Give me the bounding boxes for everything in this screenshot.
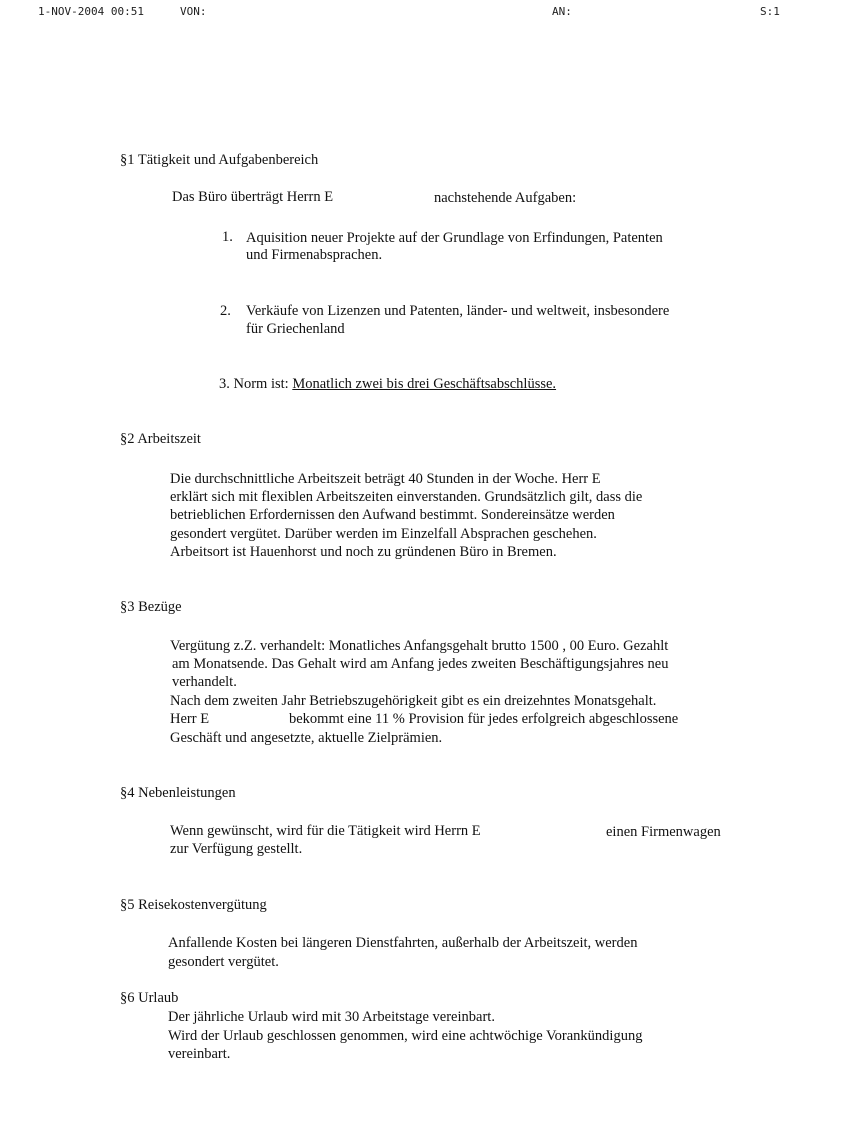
- fax-page-label: S:1: [760, 5, 780, 18]
- section-2-line: gesondert vergütet. Darüber werden im Einzelfall Absprachen geschehen.: [170, 526, 597, 542]
- section-2-heading: §2 Arbeitszeit: [120, 431, 201, 447]
- section-4-line-1-right: einen Firmenwagen: [606, 824, 721, 840]
- section-5-heading: §5 Reisekostenvergütung: [120, 897, 267, 913]
- section-3-line: am Monatsende. Das Gehalt wird am Anfang jedes zweiten Beschäftigungsjahres neu: [172, 656, 669, 672]
- section-3-line: Geschäft und angesetzte, aktuelle Zielprämien.: [170, 730, 443, 746]
- section-3-heading: §3 Bezüge: [120, 599, 182, 615]
- section-4-line-1-left: Wenn gewünscht, wird für die Tätigkeit wird Herrn E: [170, 823, 481, 839]
- section-2-line: Die durchschnittliche Arbeitszeit beträgt 40 Stunden in der Woche. Herr E: [170, 471, 601, 487]
- section-2-line: Arbeitsort ist Hauenhorst und noch zu gründenen Büro in Bremen.: [170, 544, 557, 560]
- fax-from-label: VON:: [180, 5, 207, 18]
- section-3-line-5-left: Herr E: [170, 711, 210, 727]
- section-6-line: Wird der Urlaub geschlossen genommen, wird eine achtwöchige Vorankündigung: [168, 1028, 643, 1044]
- section-5-line: gesondert vergütet.: [168, 954, 279, 970]
- list-item-1-line-1: Aquisition neuer Projekte auf der Grundlage von Erfindungen, Patenten: [246, 230, 663, 246]
- section-4-heading: §4 Nebenleistungen: [120, 785, 236, 801]
- section-6-line: Der jährliche Urlaub wird mit 30 Arbeitstage vereinbart.: [168, 1009, 495, 1025]
- list-item-3-prefix: 3. Norm ist:: [219, 376, 293, 392]
- fax-to-label: AN:: [552, 5, 572, 18]
- section-3-line: Nach dem zweiten Jahr Betriebszugehörigkeit gibt es ein dreizehntes Monatsgehalt.: [170, 693, 657, 709]
- section-3-line: Vergütung z.Z. verhandelt: Monatliches Anfangsgehalt brutto 1500 , 00 Euro. Gezahlt: [170, 638, 669, 654]
- section-5-line: Anfallende Kosten bei längeren Dienstfahrten, außerhalb der Arbeitszeit, werden: [168, 935, 638, 951]
- section-3-line: verhandelt.: [172, 674, 237, 690]
- list-item-2-line-1: Verkäufe von Lizenzen und Patenten, länder- und weltweit, insbesondere: [246, 303, 670, 319]
- fax-timestamp: 1-NOV-2004 00:51: [38, 5, 144, 18]
- section-4-line-2: zur Verfügung gestellt.: [170, 841, 303, 857]
- list-item-3: [219, 375, 556, 393]
- list-item-2-line-2: für Griechenland: [246, 321, 345, 337]
- section-2-line: erklärt sich mit flexiblen Arbeitszeiten einverstanden. Grundsätzlich gilt, dass die: [170, 489, 643, 505]
- list-item-3-underlined: Monatlich zwei bis drei Geschäftsabschlüsse.: [292, 376, 557, 392]
- section-1-intro-left: Das Büro überträgt Herrn E: [172, 189, 334, 205]
- section-3-line-5-right: bekommt eine 11 % Provision für jedes erfolgreich abgeschlossene: [289, 711, 679, 727]
- section-6-line: vereinbart.: [168, 1046, 231, 1062]
- section-6-heading: §6 Urlaub: [120, 990, 179, 1006]
- fax-header: [0, 3, 854, 21]
- section-2-line: betrieblichen Erfordernissen den Aufwand bestimmt. Sondereinsätze werden: [170, 507, 615, 523]
- list-item-1-line-2: und Firmenabsprachen.: [246, 247, 383, 263]
- section-1-heading: §1 Tätigkeit und Aufgabenbereich: [120, 152, 319, 168]
- section-1-intro-right: nachstehende Aufgaben:: [434, 190, 577, 206]
- list-item-number: 2.: [220, 303, 231, 319]
- list-item-number: 1.: [222, 229, 233, 245]
